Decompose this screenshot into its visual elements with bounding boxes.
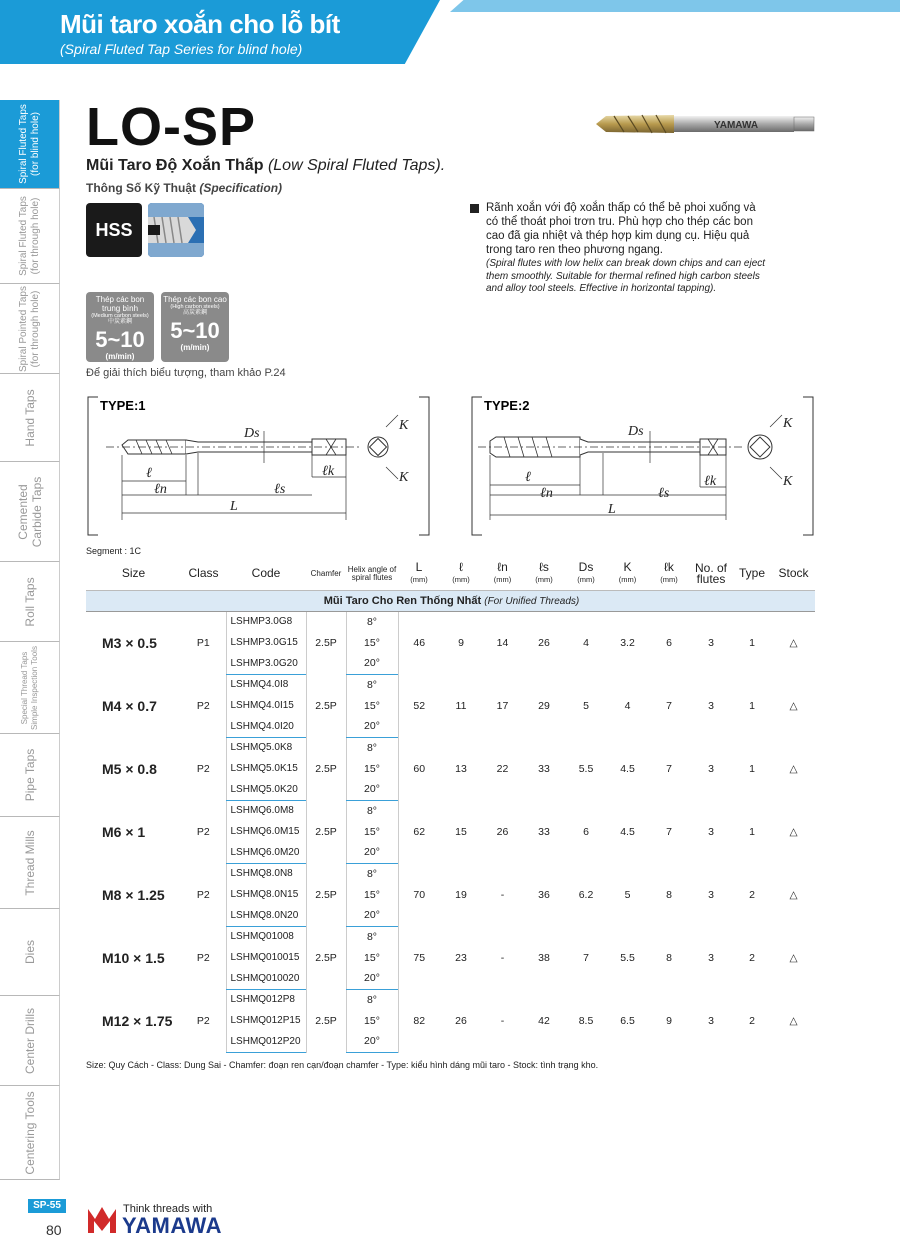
sidebar-tab-centering-tools[interactable] <box>0 1085 60 1180</box>
unit-label: (mm) <box>410 575 428 585</box>
L-cell: 62 <box>398 800 440 863</box>
col-flutes: No. of flutes <box>690 558 732 590</box>
lk-cell: 7 <box>666 762 672 775</box>
unit-label: (mm) <box>618 575 637 585</box>
helix-cell: 8° <box>346 674 398 695</box>
size-cell: M8 × 1.25 <box>102 886 165 903</box>
stock-cell: △ <box>789 1014 798 1027</box>
chamfer-cell: 2.5P <box>306 926 346 989</box>
K-cell: 5.5 <box>620 951 635 964</box>
sidebar-tab-thread-mills[interactable] <box>0 816 60 908</box>
speed-unit: (m/min) <box>105 352 135 361</box>
stock-cell: △ <box>789 888 798 901</box>
type-cell: 2 <box>749 1014 755 1027</box>
tab-label: (for through hole) <box>29 197 41 275</box>
sidebar-tab-spiral-fluted-through[interactable] <box>0 188 60 283</box>
label-ln: ℓn <box>154 482 167 497</box>
helix-cell: 8° <box>346 863 398 884</box>
col-ln <box>482 558 523 590</box>
class-cell: P2 <box>196 762 210 775</box>
helix-cell: 20° <box>346 716 398 737</box>
K-cell: 3.2 <box>620 636 635 649</box>
page-subtitle: (Spiral Fluted Tap Series for blind hole) <box>60 41 303 57</box>
helix-cell: 8° <box>346 989 398 1010</box>
spec-label <box>86 181 282 195</box>
sidebar-tabs <box>0 100 60 1180</box>
product-subtitle <box>86 157 445 175</box>
sidebar-tab-carbide-taps[interactable] <box>0 461 60 561</box>
col-size: Size <box>86 558 181 590</box>
type-cell: 1 <box>749 699 755 712</box>
helix-cell: 20° <box>346 905 398 926</box>
stock-cell: △ <box>789 825 798 838</box>
label-Ds: Ds <box>628 424 644 439</box>
size-cell: M4 × 0.7 <box>102 697 157 714</box>
type1-label: TYPE:1 <box>100 398 146 413</box>
code-cell: LSHMQ8.0N20 <box>226 905 306 926</box>
stock-cell: △ <box>789 699 798 712</box>
label-l: ℓ <box>525 470 531 485</box>
lk-cell: 9 <box>666 1014 672 1027</box>
size-cell: M10 × 1.5 <box>102 949 165 966</box>
col-l-label: ℓ <box>459 560 463 575</box>
class-cell: P1 <box>196 636 210 649</box>
tab-label: Simple Inspection Tools <box>29 645 39 730</box>
col-L-label: L <box>415 560 423 575</box>
tab-label: Carbide Taps <box>29 476 44 547</box>
Ds-cell: 4 <box>583 636 589 649</box>
Ds-cell: 6 <box>583 825 589 838</box>
helix-cell: 15° <box>346 758 398 779</box>
type2-label: TYPE:2 <box>484 398 530 413</box>
l-cell: 26 <box>455 1014 467 1027</box>
class-cell: P2 <box>196 1014 210 1027</box>
unit-label: (mm) <box>535 575 553 585</box>
col-class: Class <box>181 558 226 590</box>
section-title <box>86 590 815 611</box>
label-K-top: K <box>783 416 793 431</box>
code-cell: LSHMQ01008 <box>226 926 306 947</box>
tab-label: Dies <box>22 939 37 965</box>
col-ln-label: ℓn <box>497 560 508 575</box>
code-cell: LSHMQ012P20 <box>226 1031 306 1052</box>
lk-cell: 6 <box>666 636 672 649</box>
sidebar-tab-center-drills[interactable] <box>0 995 60 1085</box>
sidebar-tab-spiral-pointed[interactable] <box>0 283 60 373</box>
col-stock: Stock <box>772 558 815 590</box>
speed-box-high-carbon <box>161 292 229 362</box>
table-row <box>86 674 815 695</box>
icon-reference-note: Để giải thích biểu tượng, tham khảo P.24 <box>86 367 286 379</box>
section-title-en: (For Unified Threads) <box>484 595 580 607</box>
code-cell: LSHMQ6.0M8 <box>226 800 306 821</box>
col-l <box>440 558 482 590</box>
label-lk: ℓk <box>704 474 717 489</box>
section-row <box>86 590 815 611</box>
table-row <box>86 863 815 884</box>
code-cell: LSHMQ5.0K15 <box>226 758 306 779</box>
table-row <box>86 611 815 632</box>
ln-cell: 17 <box>496 699 509 712</box>
tab-label: Hand Taps <box>22 388 37 447</box>
speed-value: 5~10 <box>95 327 145 352</box>
ls-cell: 38 <box>538 951 550 964</box>
label-K-bottom: K <box>399 470 409 485</box>
tab-label: Cemented <box>15 483 30 540</box>
unit-label: (mm) <box>660 575 678 585</box>
product-subtitle-vi: Mũi Taro Độ Xoắn Thấp <box>86 157 264 174</box>
code-cell: LSHMQ5.0K20 <box>226 779 306 800</box>
sidebar-tab-roll-taps[interactable] <box>0 561 60 641</box>
speed-box-medium-carbon <box>86 292 154 362</box>
speed-value: 5~10 <box>170 318 220 343</box>
Ds-cell: 5.5 <box>578 762 594 775</box>
logo-tagline: Think threads with <box>123 1203 213 1215</box>
size-cell: M12 × 1.75 <box>102 1012 173 1029</box>
product-description <box>470 201 770 296</box>
speed-title-cn: 高炭素鋼 <box>182 310 207 316</box>
label-K-top: K <box>399 418 409 433</box>
code-cell: LSHMQ5.0K8 <box>226 737 306 758</box>
code-cell: LSHMP3.0G8 <box>226 611 306 632</box>
label-L: L <box>608 502 616 517</box>
l-cell: 15 <box>455 825 467 838</box>
helix-cell: 20° <box>346 653 398 674</box>
code-cell: LSHMQ8.0N8 <box>226 863 306 884</box>
tab-label: (for blind hole) <box>29 112 41 176</box>
speed-title-cn: 中炭素鋼 <box>107 319 132 325</box>
K-cell: 4.5 <box>620 825 635 838</box>
unit-label: (mm) <box>493 575 512 585</box>
code-cell: LSHMQ4.0I8 <box>226 674 306 695</box>
l-cell: 11 <box>455 699 467 712</box>
code-cell: LSHMQ4.0I15 <box>226 695 306 716</box>
speed-title: Thép các bon trung bình <box>95 295 145 313</box>
section-title-vi: Mũi Taro Cho Ren Thống Nhất <box>323 594 482 607</box>
K-cell: 4.5 <box>620 762 635 775</box>
banner-stripe <box>450 0 900 12</box>
type-cell: 1 <box>749 762 755 775</box>
ln-cell: 22 <box>496 762 509 775</box>
spec-label-vi: Thông Số Kỹ Thuật <box>86 181 196 195</box>
unit-label: (mm) <box>577 575 595 585</box>
K-cell: 5 <box>624 888 631 901</box>
description-en: (Spiral flutes with low helix can break down chips and can eject them smoothly. Suitable for thermal refined high carbon steels and alloy tool steels. Effective in horizontal tapping). <box>486 258 766 294</box>
ls-cell: 26 <box>538 636 550 649</box>
hss-badge: HSS <box>86 203 142 257</box>
helix-cell: 20° <box>346 1031 398 1052</box>
ls-cell: 36 <box>538 888 550 901</box>
table-row <box>86 926 815 947</box>
logo-name: YAMAWA <box>122 1213 222 1238</box>
col-K <box>607 558 648 590</box>
class-cell: P2 <box>196 888 210 901</box>
spec-table <box>86 558 815 1053</box>
blind-hole-icon <box>148 203 204 257</box>
sidebar-tab-special-thread[interactable] <box>0 641 60 733</box>
tab-label: Center Drills <box>22 1007 37 1074</box>
tab-label: Spiral Fluted Taps <box>17 104 29 184</box>
col-Ds <box>565 558 607 590</box>
chamfer-cell: 2.5P <box>306 989 346 1052</box>
type-cell: 1 <box>749 636 755 649</box>
code-cell: LSHMP3.0G20 <box>226 653 306 674</box>
col-chamfer: Chamfer <box>306 558 346 590</box>
helix-cell: 15° <box>346 1010 398 1031</box>
helix-cell: 8° <box>346 737 398 758</box>
flutes-cell: 3 <box>708 951 714 964</box>
flutes-cell: 3 <box>708 1014 714 1027</box>
chamfer-cell: 2.5P <box>306 800 346 863</box>
helix-cell: 15° <box>346 884 398 905</box>
Ds-cell: 5 <box>583 699 589 712</box>
tab-label: (for through hole) <box>29 290 41 367</box>
size-cell: M5 × 0.8 <box>102 760 157 777</box>
sidebar-tab-hand-taps[interactable] <box>0 373 60 461</box>
helix-cell: 15° <box>346 947 398 968</box>
flutes-cell: 3 <box>708 636 714 649</box>
lk-cell: 7 <box>666 699 672 712</box>
flutes-cell: 3 <box>708 762 714 775</box>
chamfer-cell: 2.5P <box>306 863 346 926</box>
L-cell: 82 <box>398 989 440 1052</box>
type-cell: 1 <box>749 825 755 838</box>
tab-label: Centering Tools <box>22 1090 37 1175</box>
bullet-icon <box>470 204 479 213</box>
label-lk: ℓk <box>322 464 335 479</box>
label-l: ℓ <box>146 466 152 481</box>
L-cell: 70 <box>398 863 440 926</box>
L-cell: 75 <box>398 926 440 989</box>
label-ln: ℓn <box>540 486 553 501</box>
size-cell: M3 × 0.5 <box>102 634 157 651</box>
L-cell: 46 <box>398 611 440 674</box>
spec-label-en: (Specification) <box>199 181 283 195</box>
tab-label: Spiral Pointed Taps <box>17 285 29 372</box>
flutes-cell: 3 <box>708 888 714 901</box>
size-cell: M6 × 1 <box>102 823 146 840</box>
col-code: Code <box>226 558 306 590</box>
code-cell: LSHMQ010015 <box>226 947 306 968</box>
col-ls-label: ℓs <box>539 560 549 575</box>
Ds-cell: 8.5 <box>578 1014 594 1027</box>
lk-cell: 8 <box>666 888 672 901</box>
table-row <box>86 800 815 821</box>
code-cell: LSHMQ010020 <box>226 968 306 989</box>
helix-cell: 20° <box>346 842 398 863</box>
speed-title-en: (Medium carbon steels) <box>91 313 149 319</box>
label-Ds: Ds <box>244 426 260 441</box>
product-subtitle-en: (Low Spiral Fluted Taps). <box>267 157 446 174</box>
chamfer-cell: 2.5P <box>306 611 346 674</box>
code-cell: LSHMQ6.0M20 <box>226 842 306 863</box>
code-cell: LSHMQ6.0M15 <box>226 821 306 842</box>
K-cell: 6.5 <box>620 1014 635 1027</box>
ln-cell: - <box>500 1014 505 1027</box>
stock-cell: △ <box>789 951 798 964</box>
class-cell: P2 <box>196 825 210 838</box>
sidebar-tab-spiral-fluted-blind[interactable] <box>0 100 60 188</box>
yamawa-logo-icon <box>86 1203 118 1235</box>
label-L: L <box>230 499 238 514</box>
speed-unit: (m/min) <box>180 343 210 352</box>
stock-cell: △ <box>789 636 798 649</box>
col-L <box>398 558 440 590</box>
tab-label: Special Thread Taps <box>19 651 29 724</box>
flutes-cell: 3 <box>708 825 714 838</box>
table-row <box>86 989 815 1010</box>
speed-title: Thép các bon cao <box>163 295 227 304</box>
l-cell: 9 <box>458 636 464 649</box>
helix-cell: 20° <box>346 779 398 800</box>
col-Ds-label: Ds <box>578 560 594 575</box>
page-number: 80 <box>46 1222 62 1238</box>
helix-cell: 20° <box>346 968 398 989</box>
ln-cell: 26 <box>496 825 509 838</box>
type-cell: 2 <box>749 951 755 964</box>
l-cell: 13 <box>455 762 467 775</box>
Ds-cell: 6.2 <box>578 888 594 901</box>
tap-product-image <box>594 110 816 138</box>
product-name: LO-SP <box>86 97 257 157</box>
col-lk <box>648 558 690 590</box>
chamfer-cell: 2.5P <box>306 737 346 800</box>
ls-cell: 33 <box>538 762 550 775</box>
L-cell: 52 <box>398 674 440 737</box>
page-title: Mũi taro xoắn cho lỗ bít <box>60 9 340 39</box>
sidebar-tab-dies[interactable] <box>0 908 60 995</box>
type1-diagram <box>86 395 431 537</box>
code-cell: LSHMQ4.0I20 <box>226 716 306 737</box>
description-vi: Rãnh xoắn với độ xoắn thấp có thể bẻ phoi xuống và có thể thoát phoi trơn tru. Phù hợp cho thép các bon cao đã gia nhiệt và thép hợp kim dụng cụ. Hiệu quả trong taro ren theo phương ngang. <box>486 202 756 256</box>
ls-cell: 42 <box>538 1014 550 1027</box>
table-footnote: Size: Quy Cách - Class: Dung Sai - Chamfer: đoạn ren cạn/đoạn chamfer - Type: kiểu hình dáng mũi taro - Stock: tình trạng kho. <box>86 1060 599 1070</box>
table-header-row <box>86 558 815 590</box>
stock-cell: △ <box>789 762 798 775</box>
tab-label: Roll Taps <box>22 576 37 627</box>
ln-cell: - <box>500 951 505 964</box>
page-badge: SP-55 <box>28 1199 66 1213</box>
ls-cell: 33 <box>538 825 550 838</box>
table-row <box>86 737 815 758</box>
tab-label: Spiral Fluted Taps <box>17 196 29 276</box>
ln-cell: - <box>500 888 505 901</box>
class-cell: P2 <box>196 699 210 712</box>
code-cell: LSHMQ8.0N15 <box>226 884 306 905</box>
tab-label: Thread Mills <box>22 829 37 896</box>
L-cell: 60 <box>398 737 440 800</box>
ln-cell: 14 <box>496 636 509 649</box>
flutes-cell: 3 <box>708 699 714 712</box>
helix-cell: 8° <box>346 800 398 821</box>
col-type: Type <box>732 558 772 590</box>
speed-title-en: (High carbon steels) <box>170 304 220 310</box>
unit-label: (mm) <box>452 575 470 585</box>
code-cell: LSHMQ012P15 <box>226 1010 306 1031</box>
helix-cell: 15° <box>346 695 398 716</box>
l-cell: 23 <box>455 951 467 964</box>
helix-cell: 15° <box>346 632 398 653</box>
type-cell: 2 <box>749 888 755 901</box>
helix-cell: 8° <box>346 926 398 947</box>
label-K-bottom: K <box>783 474 793 489</box>
segment-label: Segment : 1C <box>86 546 142 556</box>
class-cell: P2 <box>196 951 210 964</box>
code-cell: LSHMP3.0G15 <box>226 632 306 653</box>
lk-cell: 7 <box>666 825 672 838</box>
helix-cell: 15° <box>346 821 398 842</box>
sidebar-tab-pipe-taps[interactable] <box>0 733 60 816</box>
tap-brand-text: YAMAWA <box>714 120 759 131</box>
label-ls: ℓs <box>274 482 286 497</box>
label-ls: ℓs <box>658 486 670 501</box>
ls-cell: 29 <box>538 699 550 712</box>
type2-diagram <box>470 395 815 537</box>
col-ls <box>523 558 565 590</box>
K-cell: 4 <box>624 699 631 712</box>
col-lk-label: ℓk <box>664 560 674 575</box>
col-helix: Helix angle of spiral flutes <box>346 558 398 590</box>
lk-cell: 8 <box>666 951 672 964</box>
Ds-cell: 7 <box>583 951 589 964</box>
helix-cell: 8° <box>346 611 398 632</box>
chamfer-cell: 2.5P <box>306 674 346 737</box>
header-banner <box>0 0 900 64</box>
tab-label: Pipe Taps <box>22 748 37 802</box>
col-K-label: K <box>623 560 632 575</box>
code-cell: LSHMQ012P8 <box>226 989 306 1010</box>
l-cell: 19 <box>455 888 467 901</box>
